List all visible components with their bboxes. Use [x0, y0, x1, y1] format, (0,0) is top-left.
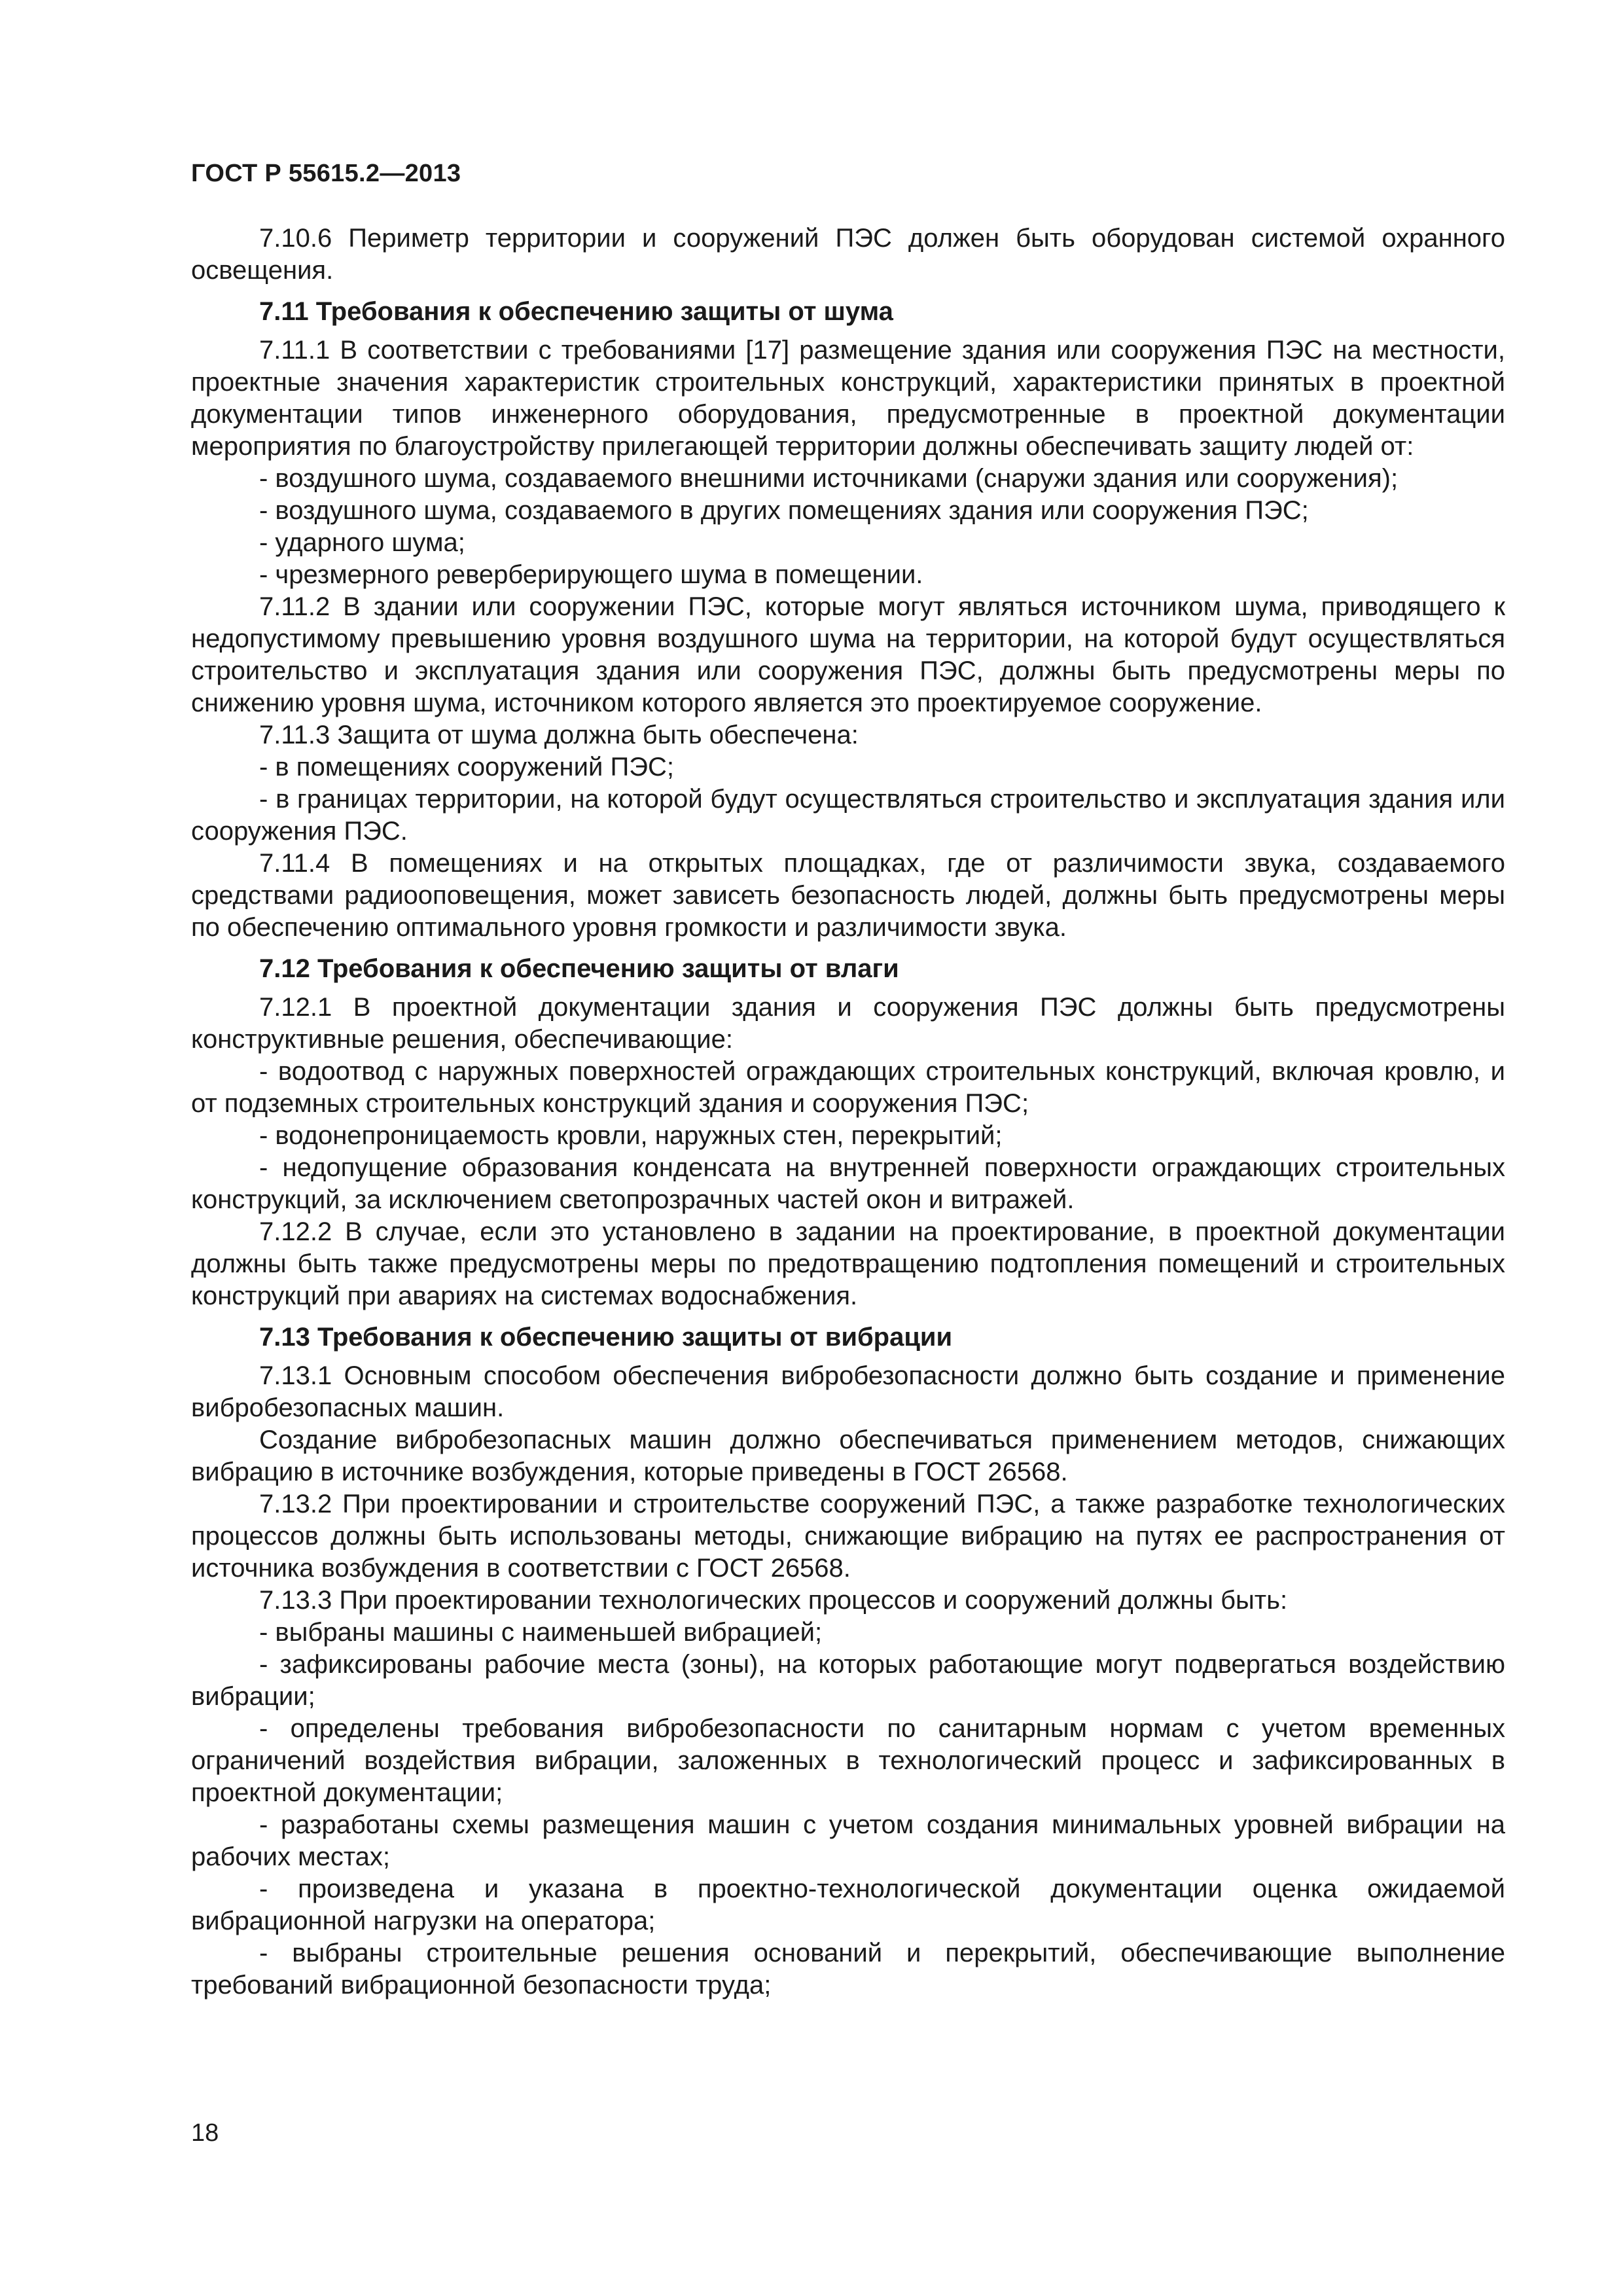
list-item: - определены требования вибробезопасности по санитарным нормам с учетом временных ограничений воздействия вибрации, заложенных в технологический процесс и зафиксированных в проектной документации; [191, 1714, 1505, 1807]
list-item: - воздушного шума, создаваемого внешними источниками (снаружи здания или сооружения); [259, 464, 1399, 493]
list-item: - недопущение образования конденсата на внутренней поверхности ограждающих строительных конструкций, за исключением светопрозрачных частей окон и витражей. [191, 1153, 1505, 1214]
paragraph: 7.11.3 Защита от шума должна быть обеспечена: [259, 721, 859, 749]
paragraph: 7.12.1 В проектной документации здания и сооружения ПЭС должны быть предусмотрены конструктивные решения, обеспечивающие: [191, 993, 1505, 1054]
list-item: - разработаны схемы размещения машин с учетом создания минимальных уровней вибрации на рабочих местах; [191, 1810, 1505, 1871]
list-item: - ударного шума; [259, 528, 465, 557]
list-item: - водоотвод с наружных поверхностей ограждающих строительных конструкций, включая кровлю, и от подземных строительных конструкций здания и сооружения ПЭС; [191, 1057, 1505, 1118]
paragraph: 7.11.2 В здании или сооружении ПЭС, которые могут являться источником шума, приводящего к недопустимому превышению уровня воздушного шума на территории, на которой будут осуществляться строительство и эксплуатация здания или сооружения ПЭС, должны быть предусмотрены меры по снижению уровня шума, источником которого является это проектируемое сооружение. [191, 592, 1505, 717]
list-item: - зафиксированы рабочие места (зоны), на которых работающие могут подвергаться воздействию вибрации; [191, 1650, 1505, 1711]
document-body [191, 223, 1505, 2001]
paragraph: 7.12.2 В случае, если это установлено в задании на проектирование, в проектной документации должны быть также предусмотрены меры по предотвращению подтопления помещений и строительных конструкций при авариях на системах водоснабжения. [191, 1217, 1505, 1310]
page-number: 18 [191, 2119, 219, 2147]
section-heading: 7.11 Требования к обеспечению защиты от шума [259, 297, 893, 326]
document-header: ГОСТ Р 55615.2—2013 [191, 160, 461, 187]
paragraph: 7.11.1 В соответствии с требованиями [17] размещение здания или сооружения ПЭС на местности, проектные значения характеристик строительных конструкций, характеристики принятых в проектной документации типов инженерного оборудования, предусмотренные в проектной документации мероприятия по благоустройству прилегающей территории должны обеспечивать защиту людей от: [191, 336, 1505, 461]
section-heading: 7.12 Требования к обеспечению защиты от влаги [259, 954, 899, 983]
list-item: - выбраны машины с наименьшей вибрацией; [259, 1618, 823, 1647]
list-item: - в помещениях сооружений ПЭС; [259, 753, 674, 781]
list-item: - в границах территории, на которой будут осуществляться строительство и эксплуатация здания или сооружения ПЭС. [191, 785, 1505, 846]
list-item: - водонепроницаемость кровли, наружных стен, перекрытий; [259, 1121, 1003, 1150]
section-heading: 7.13 Требования к обеспечению защиты от вибрации [259, 1323, 953, 1352]
paragraph: Создание вибробезопасных машин должно обеспечиваться применением методов, снижающих вибрацию в источнике возбуждения, которые приведены в ГОСТ 26568. [191, 1426, 1505, 1486]
list-item: - чрезмерного реверберирующего шума в помещении. [259, 560, 923, 589]
paragraph: 7.13.3 При проектировании технологических процессов и сооружений должны быть: [259, 1586, 1288, 1615]
paragraph: 7.10.6 Периметр территории и сооружений ПЭС должен быть оборудован системой охранного освещения. [191, 224, 1505, 285]
paragraph: 7.13.1 Основным способом обеспечения вибробезопасности должно быть создание и применение вибробезопасных машин. [191, 1361, 1505, 1422]
paragraph: 7.11.4 В помещениях и на открытых площадках, где от различимости звука, создаваемого средствами радиооповещения, может зависеть безопасность людей, должны быть предусмотрены меры по обеспечению оптимального уровня громкости и различимости звука. [191, 849, 1505, 942]
list-item: - выбраны строительные решения оснований и перекрытий, обеспечивающие выполнение требований вибрационной безопасности труда; [191, 1939, 1505, 2000]
list-item: - воздушного шума, создаваемого в других помещениях здания или сооружения ПЭС; [259, 496, 1309, 525]
list-item: - произведена и указана в проектно-технологической документации оценка ожидаемой вибрационной нагрузки на оператора; [191, 1874, 1505, 1935]
paragraph: 7.13.2 При проектировании и строительстве сооружений ПЭС, а также разработке технологических процессов должны быть использованы методы, снижающие вибрацию на путях ее распространения от источника возбуждения в соответствии с ГОСТ 26568. [191, 1490, 1505, 1583]
